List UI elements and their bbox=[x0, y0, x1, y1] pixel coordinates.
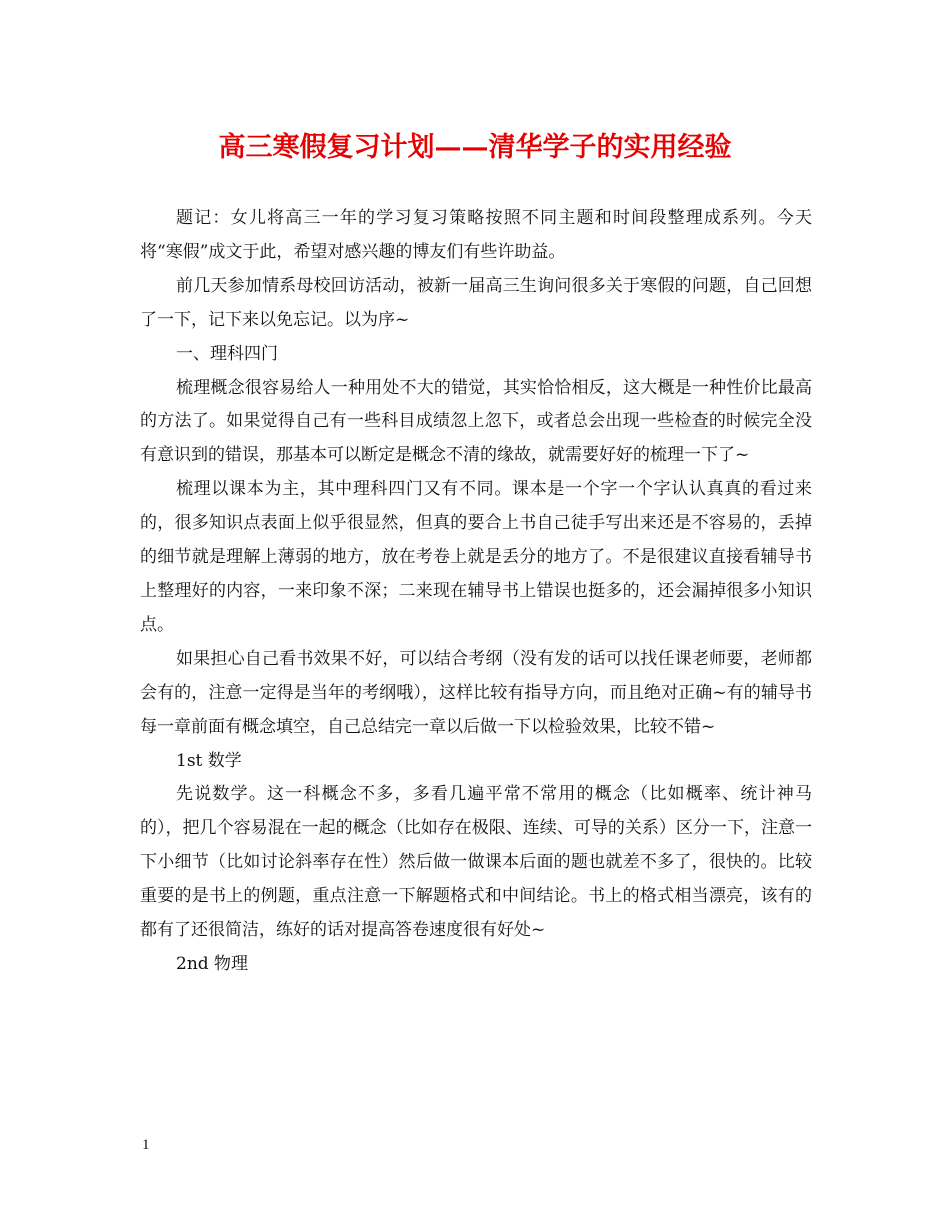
section-heading-science: 一、理科四门 bbox=[176, 343, 278, 364]
paragraph-math: 先说数学。这一科概念不多，多看几遍平常不常用的概念（比如概率、统计神马的），把几个容易混在一起的概念（比如存在极限、连续、可导的关系）区分一下，注意一下小细节（比如讨论斜率存在性）然后做一做课本后面的题也就差不多了，很快的。比较重要的是书上的例题，重点注意一下解题格式和中间结论。书上的格式相当漂亮，该有的都有了还很简洁，练好的话对提高答卷速度很有好处~ bbox=[140, 784, 812, 941]
document-body bbox=[140, 202, 812, 982]
document-title: 高三寒假复习计划——清华学子的实用经验 bbox=[218, 132, 732, 163]
paragraph-textbook: 梳理以课本为主，其中理科四门又有不同。课本是一个字一个字认认真真的看过来的，很多知识点表面上似乎很显然，但真的要合上书自己徒手写出来还是不容易的，丢掉的细节就是理解上薄弱的地方，放在考卷上就是丢分的地方了。不是很建议直接看辅导书上整理好的内容，一来印象不深；二来现在辅导书上错误也挺多的，还会漏掉很多小知识点。 bbox=[140, 479, 812, 635]
paragraph-foreword: 题记：女儿将高三一年的学习复习策略按照不同主题和时间段整理成系列。今天将“寒假”成文于此，希望对感兴趣的博友们有些许助益。 bbox=[140, 208, 812, 262]
paragraph-concepts: 梳理概念很容易给人一种用处不大的错觉，其实恰恰相反，这大概是一种性价比最高的方法了。如果觉得自己有一些科目成绩忽上忽下，或者总会出现一些检查的时候完全没有意识到的错误，那基本可以断定是概念不清的缘故，就需要好好的梳理一下了~ bbox=[140, 377, 812, 466]
paragraph-preface: 前几天参加情系母校回访活动，被新一届高三生询问很多关于寒假的问题，自己回想了一下，记下来以免忘记。以为序~ bbox=[140, 275, 812, 330]
paragraph-syllabus: 如果担心自己看书效果不好，可以结合考纲（没有发的话可以找任课老师要，老师都会有的，注意一定得是当年的考纲哦），这样比较有指导方向，而且绝对正确~有的辅导书每一章前面有概念填空，自己总结完一章以后做一下以检验效果，比较不错~ bbox=[140, 648, 812, 737]
subheading-physics: 2nd 物理 bbox=[176, 953, 249, 974]
subheading-math: 1st 数学 bbox=[176, 750, 242, 771]
page-number: 1 bbox=[142, 1137, 150, 1153]
